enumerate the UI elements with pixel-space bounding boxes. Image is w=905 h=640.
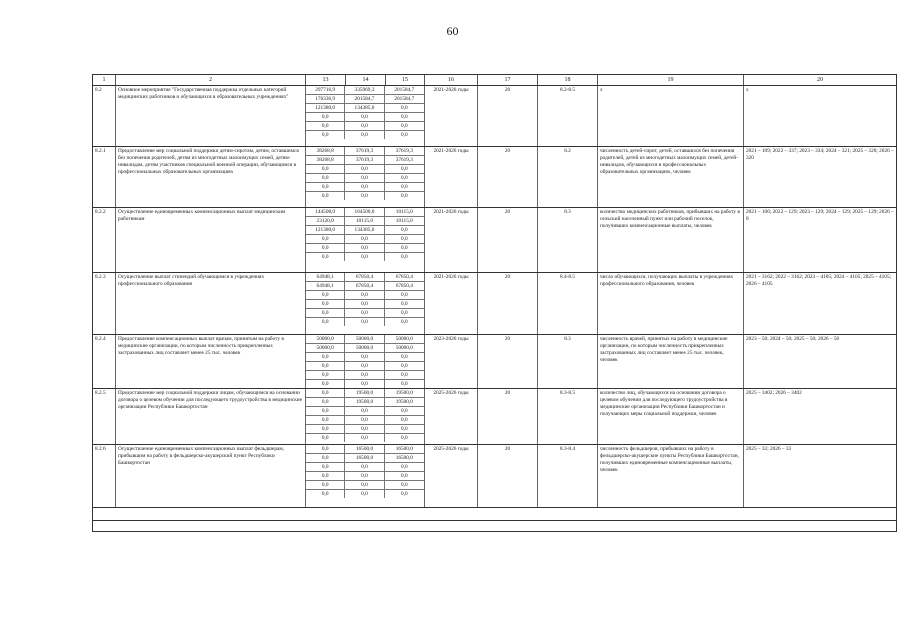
funding-value: 0,0 — [401, 319, 408, 325]
funding-value: 23120,0 — [306, 217, 345, 225]
funding-value: 0,0 — [401, 491, 408, 497]
row-name: Предоставление мер социальной поддержки лицам, обучающимся на основании договора о целевом обучении для последующего трудоустройства в медицинские организации Республики Башкортостан — [116, 389, 306, 444]
row-indicator: количество медицинских работников, прибывших на работу в сельский населенный пункт или рабочий поселок, получивших компенсационные выплаты, человек — [598, 208, 744, 272]
funding-value: 0,0 — [345, 309, 384, 317]
funding-subrow — [306, 463, 424, 472]
row-number: 8.2.6 — [93, 445, 116, 507]
funding-value: 0,0 — [345, 371, 384, 379]
funding-subrow — [306, 86, 424, 95]
funding-value: 0,0 — [401, 310, 408, 316]
funding-value: 0,0 — [401, 354, 408, 360]
row-indicator: x — [598, 86, 744, 146]
funding-value: 0,0 — [306, 490, 345, 498]
row-col18: 8.2 — [538, 147, 598, 207]
funding-value: 10115,0 — [395, 218, 413, 224]
funding-value: 0,0 — [306, 183, 345, 191]
funding-value: 0,0 — [306, 291, 345, 299]
funding-value: 0,0 — [345, 362, 384, 370]
header-cell: 18 — [538, 75, 598, 85]
row-number: 8.2.2 — [93, 208, 116, 272]
funding-value: 50000,0 — [306, 335, 345, 343]
funding-value: 134385,0 — [345, 226, 384, 234]
funding-values — [306, 208, 425, 272]
funding-subrow — [306, 183, 424, 192]
funding-value: 335969,3 — [345, 86, 384, 94]
funding-value: 37619,3 — [395, 157, 413, 163]
funding-values — [306, 335, 425, 388]
funding-value: 0,0 — [345, 131, 384, 139]
funding-value: 0,0 — [401, 464, 408, 470]
row-years: 2021-2026 годы — [425, 147, 478, 207]
table-row — [93, 335, 896, 389]
funding-value: 0,0 — [345, 244, 384, 252]
header-cell: 16 — [425, 75, 478, 85]
funding-value: 67850,4 — [395, 283, 413, 289]
funding-value: 201584,7 — [345, 95, 384, 103]
funding-values — [306, 445, 425, 507]
funding-subrow — [306, 95, 424, 104]
funding-value: 121380,0 — [306, 104, 345, 112]
funding-subrow — [306, 398, 424, 407]
row-indicator: численность врачей, принятых на работу в медицинские организации, по которым численность прикрепленных застрахованных лиц составляет менее 25 тыс. человек, человек — [598, 335, 744, 388]
funding-value: 0,0 — [401, 473, 408, 479]
funding-value: 144508,0 — [306, 208, 345, 216]
funding-value: 0,0 — [306, 389, 345, 397]
funding-value: 16500,0 — [345, 454, 384, 462]
row-col17: 20 — [478, 208, 538, 272]
funding-subrow — [306, 318, 424, 326]
row-targets: 2021 – 109; 2022 – 337; 2023 – 334; 2024 – 321; 2025 – 320; 2026 – 320 — [746, 148, 894, 161]
page-number: 60 — [446, 24, 459, 38]
funding-value: 0,0 — [401, 372, 408, 378]
row-years: 2021-2026 годы — [425, 273, 478, 334]
funding-subrow — [306, 253, 424, 261]
row-years: 2023-2026 годы — [425, 335, 478, 388]
row-indicator: численность детей-сирот, детей, оставшихся без попечения родителей, детей из многодетных малоимущих семей, детей-инвалидов, обучающихся в профессиональных образовательных организациях, человек — [598, 147, 744, 207]
row-col17: 20 — [478, 147, 538, 207]
funding-subrow — [306, 353, 424, 362]
funding-values — [306, 147, 425, 207]
funding-value: 0,0 — [345, 253, 384, 261]
funding-value: 0,0 — [306, 300, 345, 308]
funding-subrow — [306, 335, 424, 344]
funding-value: 164500,0 — [345, 208, 384, 216]
funding-subrow — [306, 434, 424, 442]
funding-subrow — [306, 380, 424, 388]
funding-value: 50000,0 — [345, 344, 384, 352]
funding-subrow — [306, 122, 424, 131]
header-cell: 14 — [346, 75, 386, 85]
funding-subrow — [306, 445, 424, 454]
funding-value: 0,0 — [345, 291, 384, 299]
funding-value: 134385,0 — [345, 104, 384, 112]
row-name: Предоставление мер социальной поддержки детям-сиротам, детям, оставшимся без попечения родителей, детям из многодетных малоимущих семей, детям-инвалидам, детям участников специальной военной операции, обучающимся в профессиональных образовательных организациях — [116, 147, 306, 207]
program-table — [92, 74, 897, 532]
funding-value: 38268,8 — [306, 147, 345, 155]
funding-value: 0,0 — [345, 434, 384, 442]
funding-value: 0,0 — [306, 131, 345, 139]
funding-value: 64948,1 — [306, 273, 345, 281]
header-cell: 17 — [478, 75, 538, 85]
funding-subrow — [306, 192, 424, 200]
funding-value: 0,0 — [306, 244, 345, 252]
row-targets: 2021 – 106; 2022 – 129; 2023 – 129; 2024 – 129; 2025 – 129; 2026 – 8 — [746, 209, 894, 222]
funding-value: 0,0 — [401, 254, 408, 260]
funding-subrow — [306, 371, 424, 380]
funding-subrow — [306, 282, 424, 291]
row-indicator: число обучающихся, получающих выплаты в учреждениях профессионального образования, человек — [598, 273, 744, 334]
table-header — [93, 75, 896, 86]
funding-value: 19500,0 — [345, 398, 384, 406]
row-number: 8.2.1 — [93, 147, 116, 207]
table-row — [93, 147, 896, 208]
funding-values — [306, 273, 425, 334]
row-col17: 20 — [478, 273, 538, 334]
table-row — [93, 208, 896, 273]
funding-value: 0,0 — [401, 292, 408, 298]
funding-value: 0,0 — [306, 407, 345, 415]
funding-subrow — [306, 174, 424, 183]
funding-subrow — [306, 113, 424, 122]
funding-value: 0,0 — [306, 318, 345, 326]
funding-value: 0,0 — [306, 434, 345, 442]
funding-value: 0,0 — [306, 122, 345, 130]
funding-value: 0,0 — [345, 490, 384, 498]
row-name: Осуществление единовременных компенсационных выплат фельдшерам, прибывшим на работу в фельдшерско-акушерский пункт Республики Башкортостан — [116, 445, 306, 507]
funding-value: 0,0 — [401, 236, 408, 242]
funding-value: 0,0 — [306, 165, 345, 173]
funding-value: 121380,0 — [306, 226, 345, 234]
funding-value: 0,0 — [306, 398, 345, 406]
funding-value: 0,0 — [306, 235, 345, 243]
funding-subrow — [306, 131, 424, 139]
funding-subrow — [306, 425, 424, 434]
row-number: 8.2.4 — [93, 335, 116, 388]
funding-subrow — [306, 454, 424, 463]
empty-row — [93, 508, 896, 521]
funding-value: 0,0 — [401, 301, 408, 307]
funding-value: 37619,3 — [395, 148, 413, 154]
funding-value: 64948,1 — [306, 282, 345, 290]
funding-value: 0,0 — [401, 193, 408, 199]
funding-value: 176336,9 — [306, 95, 345, 103]
funding-subrow — [306, 104, 424, 113]
funding-value: 16500,0 — [395, 446, 413, 452]
funding-value: 0,0 — [306, 425, 345, 433]
funding-value: 297716,9 — [306, 86, 345, 94]
funding-value: 19500,0 — [395, 399, 413, 405]
funding-value: 0,0 — [306, 371, 345, 379]
empty-row — [93, 521, 896, 531]
table-row — [93, 389, 896, 445]
funding-value: 0,0 — [345, 481, 384, 489]
funding-value: 16500,0 — [395, 455, 413, 461]
funding-value: 0,0 — [345, 425, 384, 433]
header-cell: 20 — [817, 77, 823, 83]
funding-value: 0,0 — [306, 463, 345, 471]
funding-subrow — [306, 362, 424, 371]
row-name: Предоставление компенсационных выплат врачам, принятым на работу в медицинские организации, по которым численность прикрепленных застрахованных лиц составляет менее 25 тыс. человек — [116, 335, 306, 388]
funding-value: 0,0 — [401, 435, 408, 441]
funding-value: 0,0 — [306, 416, 345, 424]
funding-value: 0,0 — [306, 192, 345, 200]
funding-value: 50000,0 — [306, 344, 345, 352]
funding-values — [306, 86, 425, 146]
funding-value: 0,0 — [401, 175, 408, 181]
funding-value: 50000,0 — [395, 336, 413, 342]
header-cell: 2 — [116, 75, 306, 85]
funding-value: 201584,7 — [394, 96, 415, 102]
funding-subrow — [306, 481, 424, 490]
funding-subrow — [306, 389, 424, 398]
funding-value: 10115,0 — [345, 217, 384, 225]
table-row — [93, 86, 896, 147]
funding-value: 0,0 — [401, 114, 408, 120]
funding-value: 0,0 — [306, 472, 345, 480]
row-number: 8.2.3 — [93, 273, 116, 334]
row-col18: 8.3 — [538, 208, 598, 272]
row-indicator: численность фельдшеров, прибывших на работу в фельдшерско-акушерские пункты Республики Башкортостан, получивших единовременные компенсационные выплаты, человек — [598, 445, 744, 507]
funding-value: 0,0 — [401, 105, 408, 111]
funding-value: 37619,3 — [345, 156, 384, 164]
funding-value: 0,0 — [306, 113, 345, 121]
funding-value: 0,0 — [306, 454, 345, 462]
row-targets: 2023 – 50; 2024 – 50; 2025 – 50; 2026 – 50 — [746, 336, 840, 342]
row-col18: 8.2-8.5 — [538, 86, 598, 146]
funding-value: 0,0 — [401, 417, 408, 423]
funding-value: 0,0 — [306, 353, 345, 361]
funding-value: 50000,0 — [345, 335, 384, 343]
row-years: 2025-2026 годы — [425, 445, 478, 507]
funding-value: 67850,4 — [345, 273, 384, 281]
header-cell: 13 — [306, 75, 346, 85]
funding-value: 0,0 — [345, 353, 384, 361]
row-targets: x — [746, 87, 749, 93]
row-col18: 8.3-8.4 — [538, 445, 598, 507]
funding-subrow — [306, 344, 424, 353]
row-col18: 8.3 — [538, 335, 598, 388]
funding-value: 0,0 — [401, 132, 408, 138]
row-targets: 2025 – 3402; 2026 – 3402 — [746, 390, 802, 396]
funding-subrow — [306, 291, 424, 300]
funding-value: 0,0 — [345, 407, 384, 415]
funding-value: 0,0 — [401, 123, 408, 129]
funding-value: 0,0 — [401, 381, 408, 387]
row-indicator: количество лиц, обучающихся на основании договора о целевом обучении для последующего трудоустройства в медицинские организации Республики Башкортостан и получающих меры социальной поддержки, человек — [598, 389, 744, 444]
funding-value: 0,0 — [306, 174, 345, 182]
funding-value: 0,0 — [345, 113, 384, 121]
funding-subrow — [306, 217, 424, 226]
funding-value: 0,0 — [345, 235, 384, 243]
funding-subrow — [306, 416, 424, 425]
funding-subrow — [306, 156, 424, 165]
funding-value: 0,0 — [345, 192, 384, 200]
row-years: 2025-2026 годы — [425, 389, 478, 444]
row-col17: 20 — [478, 389, 538, 444]
row-col17: 20 — [478, 86, 538, 146]
funding-value: 0,0 — [401, 245, 408, 251]
funding-value: 0,0 — [306, 380, 345, 388]
funding-value: 0,0 — [345, 463, 384, 471]
funding-value: 0,0 — [401, 408, 408, 414]
funding-value: 0,0 — [306, 445, 345, 453]
funding-value: 10115,0 — [395, 209, 413, 215]
funding-value: 67850,4 — [345, 282, 384, 290]
funding-value: 0,0 — [345, 183, 384, 191]
funding-subrow — [306, 490, 424, 498]
funding-value: 0,0 — [345, 380, 384, 388]
funding-value: 19500,0 — [395, 390, 413, 396]
funding-subrow — [306, 235, 424, 244]
funding-value: 0,0 — [345, 416, 384, 424]
row-number: 8.2 — [93, 86, 116, 146]
funding-subrow — [306, 244, 424, 253]
row-col17: 20 — [478, 445, 538, 507]
row-number: 8.2.5 — [93, 389, 116, 444]
funding-subrow — [306, 407, 424, 416]
table-row — [93, 273, 896, 335]
row-col18: 8.3-8.5 — [538, 389, 598, 444]
funding-value: 0,0 — [401, 363, 408, 369]
funding-subrow — [306, 300, 424, 309]
funding-value: 0,0 — [401, 482, 408, 488]
funding-value: 0,0 — [306, 362, 345, 370]
funding-value: 0,0 — [401, 166, 408, 172]
funding-value: 0,0 — [345, 472, 384, 480]
funding-subrow — [306, 208, 424, 217]
header-cell: 15 — [386, 75, 425, 85]
funding-value: 38268,8 — [306, 156, 345, 164]
funding-value: 37619,3 — [345, 147, 384, 155]
funding-value: 0,0 — [306, 253, 345, 261]
row-targets: 2025 – 33; 2026 – 33 — [746, 446, 792, 452]
row-name: Основное мероприятие "Государственная поддержка отдельных категорий медицинских работников и обучающихся в образовательных учреждениях" — [116, 86, 306, 146]
funding-value: 0,0 — [401, 184, 408, 190]
header-cell: 1 — [93, 75, 116, 85]
funding-value: 16500,0 — [345, 445, 384, 453]
row-years: 2021-2026 годы — [425, 208, 478, 272]
row-col18: 8.4-8.5 — [538, 273, 598, 334]
funding-value: 0,0 — [306, 309, 345, 317]
funding-subrow — [306, 226, 424, 235]
row-col17: 20 — [478, 335, 538, 388]
funding-value: 0,0 — [306, 481, 345, 489]
funding-value: 50000,0 — [395, 345, 413, 351]
row-name: Осуществление единовременных компенсационных выплат медицинским работникам — [116, 208, 306, 272]
row-years: 2021-2026 годы — [425, 86, 478, 146]
funding-value: 201584,7 — [394, 87, 415, 93]
funding-value: 0,0 — [345, 318, 384, 326]
funding-value: 19500,0 — [345, 389, 384, 397]
funding-value: 0,0 — [401, 227, 408, 233]
header-cell: 19 — [598, 75, 744, 85]
funding-value: 0,0 — [401, 426, 408, 432]
row-name: Осуществление выплат стипендий обучающимся в учреждениях профессионального образования — [116, 273, 306, 334]
funding-value: 67850,4 — [395, 274, 413, 280]
funding-subrow — [306, 309, 424, 318]
table-row — [93, 445, 896, 508]
funding-subrow — [306, 273, 424, 282]
funding-subrow — [306, 472, 424, 481]
funding-value: 0,0 — [345, 165, 384, 173]
funding-subrow — [306, 165, 424, 174]
funding-value: 0,0 — [345, 174, 384, 182]
row-targets: 2021 – 3162; 2022 – 3162; 2023 – 4105; 2024 – 4105; 2025 – 4105; 2026 – 4105 — [746, 274, 892, 287]
funding-subrow — [306, 147, 424, 156]
funding-value: 0,0 — [345, 300, 384, 308]
table-body — [93, 86, 896, 508]
funding-value: 0,0 — [345, 122, 384, 130]
funding-values — [306, 389, 425, 444]
